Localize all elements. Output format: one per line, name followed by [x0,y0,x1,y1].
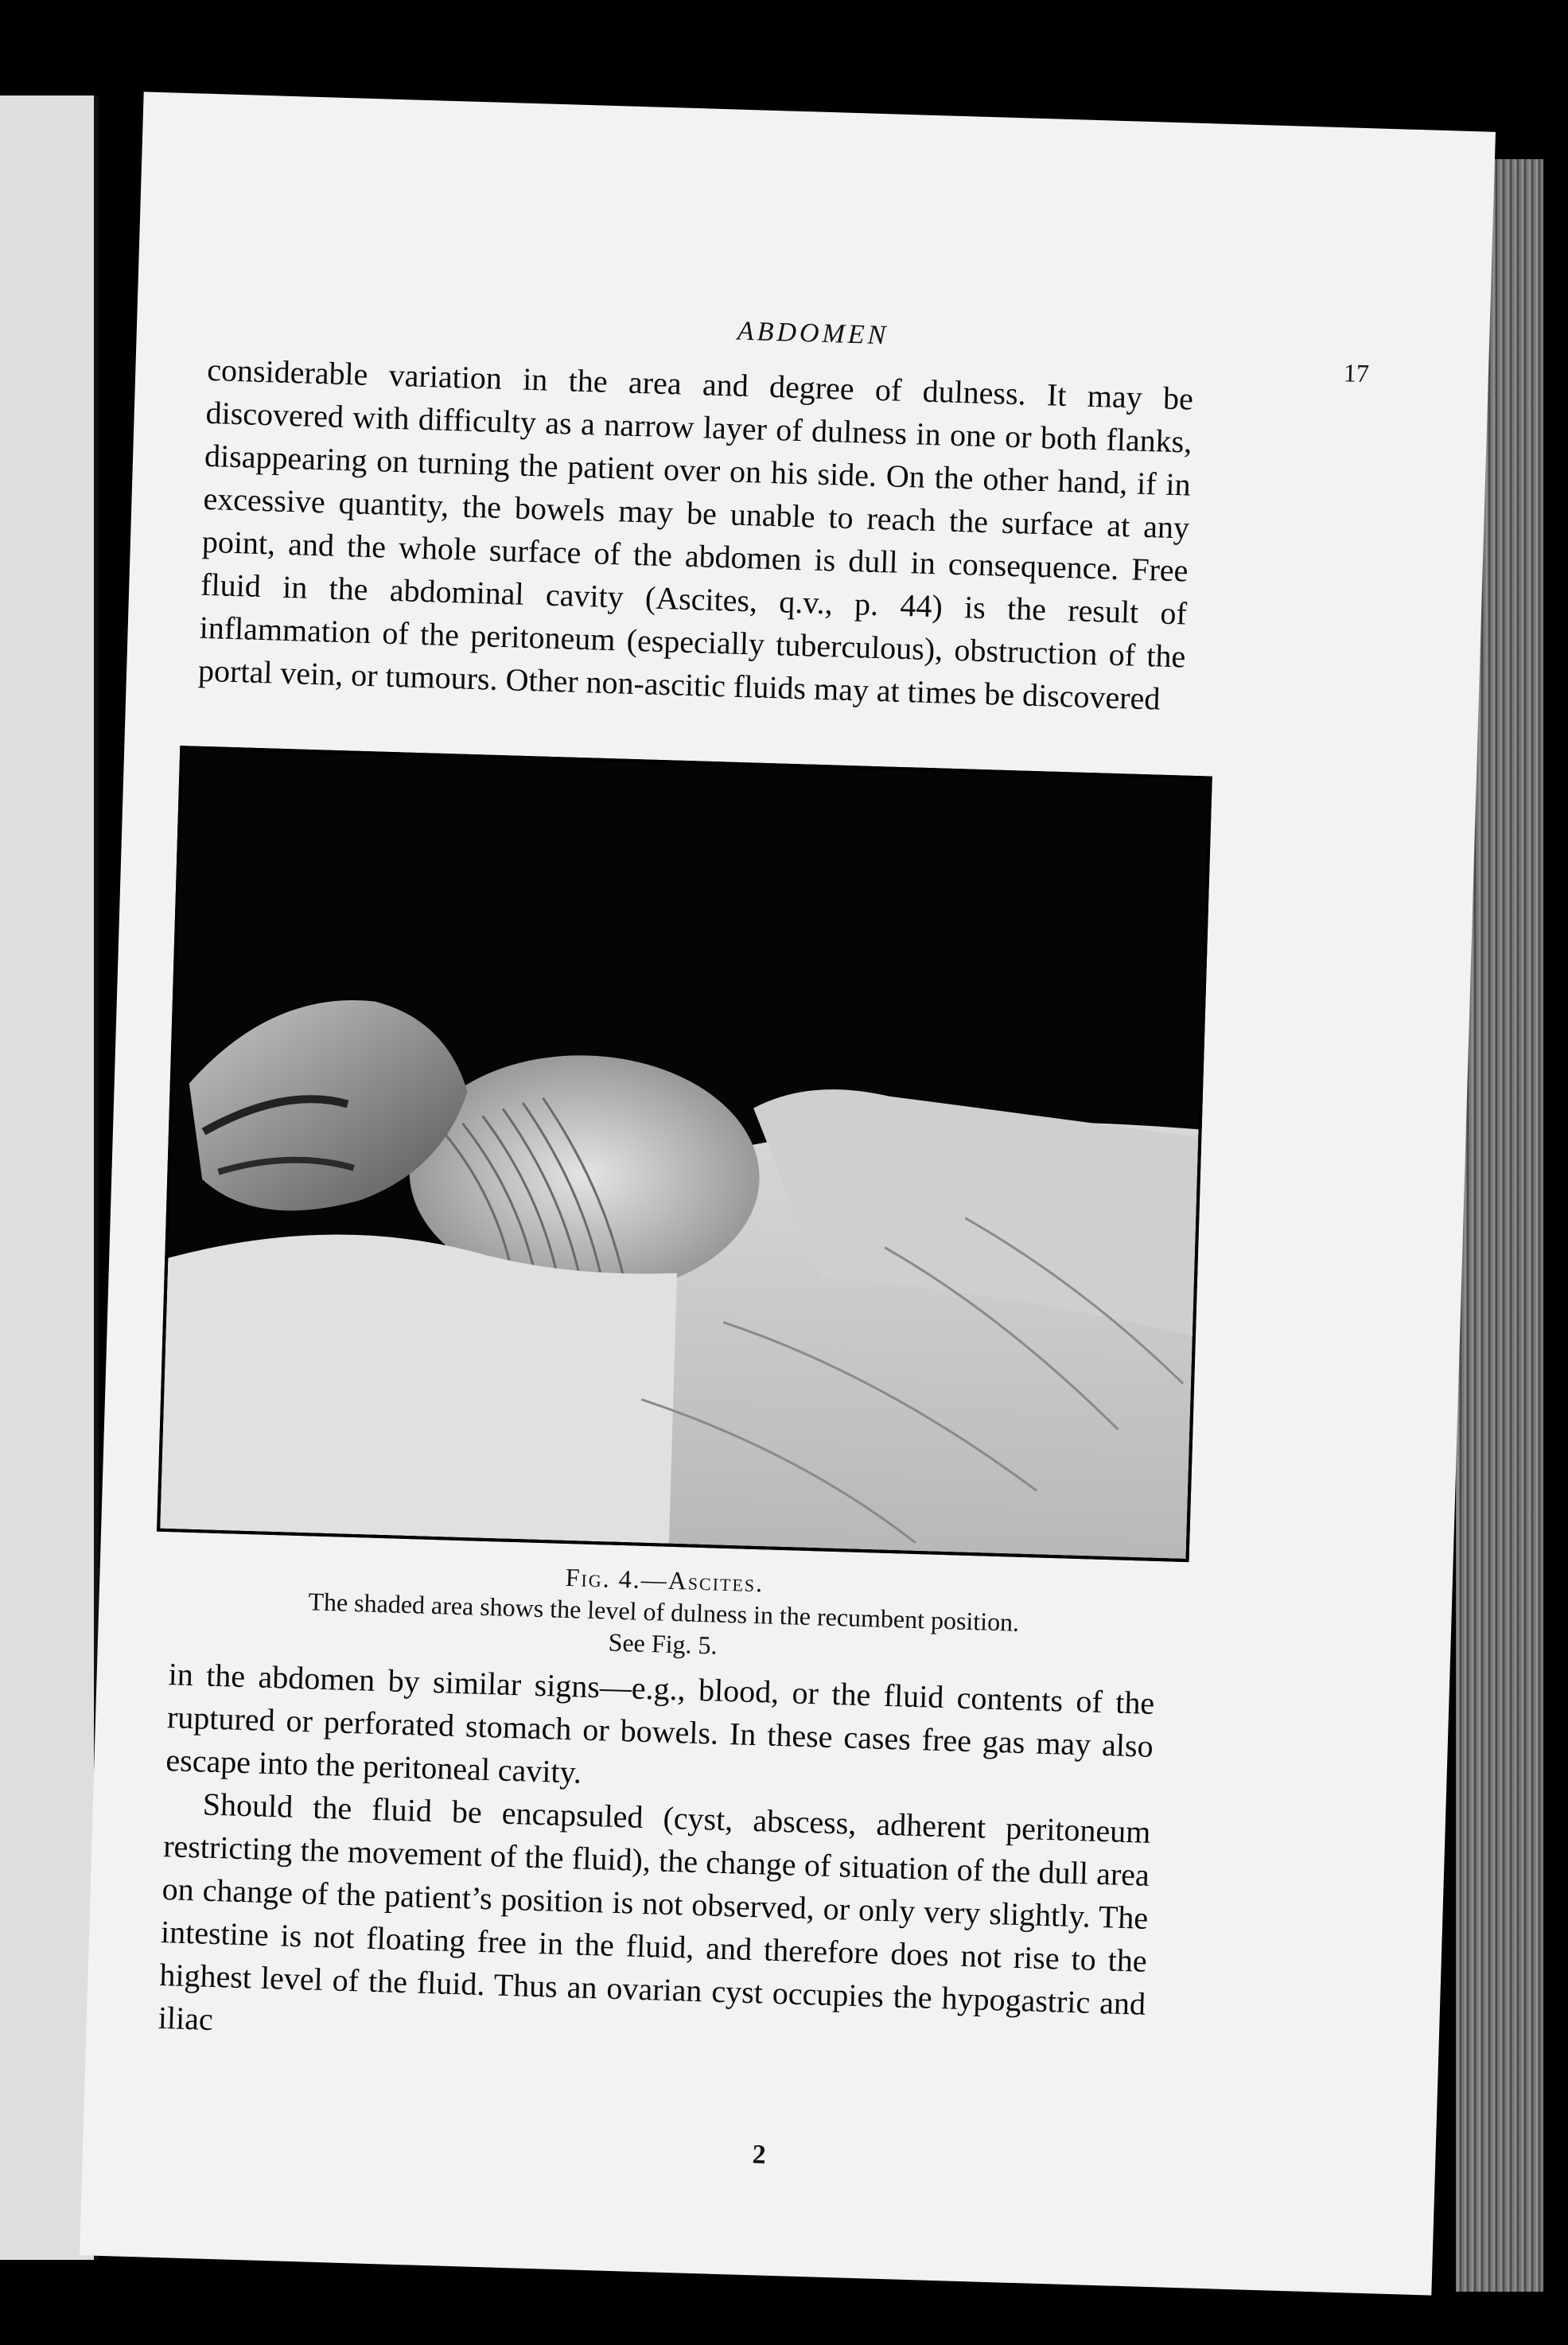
body-text-top [197,349,1193,722]
figure-caption [146,1548,1182,1675]
figure-caption-line-1: The shaded area shows the level of dulness in the recumbent position. [308,1587,1020,1637]
paragraph-1: considerable variation in the area and degree of dulness. It may be discovered with difficulty as a narrow layer of dulness in one or both flanks, disappearing on turning the patient over on his side. On the other hand, if in excessive quantity, the bowels may be unable to reach the surface at any point, and the whole surface of the abdomen is dull in consequence. Free fluid in the abdominal cavity (Ascites, q.v., p. 44) is the result of inflammation of the peritoneum (especially tuberculous), obstruction of the portal vein, or tumours. Other non-ascitic fluids may at times be discovered [197,351,1194,717]
running-title: ABDOMEN [737,316,889,351]
paragraph-2: in the abdomen by similar signs—e.g., blood, or the fluid contents of the ruptured or perforated stomach or bowels. In these cases free gas may also escape into the peritoneal cavity. [165,1656,1155,1790]
facing-page-edge [0,95,99,2260]
figure-title: Fig. 4.—Ascites. [565,1562,765,1598]
patient-photo-illustration [160,749,1209,1559]
body-text-bottom [158,1653,1155,2069]
page-number: 17 [1343,358,1370,388]
figure-caption-line-2: See Fig. 5. [608,1627,718,1660]
signature-mark: 2 [752,2140,767,2170]
book-page [80,92,1496,2295]
figure-photograph [157,746,1212,1562]
paragraph-3: Should the fluid be encapsuled (cyst, abscess, adherent peritoneum restricting the movement of the fluid), the change of situation of the dull area on change of the patient’s position is not observed, or only very slightly. The intestine is not floating free in the fluid, and therefore does not rise to the highest level of the fluid. Thus an ovarian cyst occupies the hypogastric and iliac [158,1786,1152,2038]
